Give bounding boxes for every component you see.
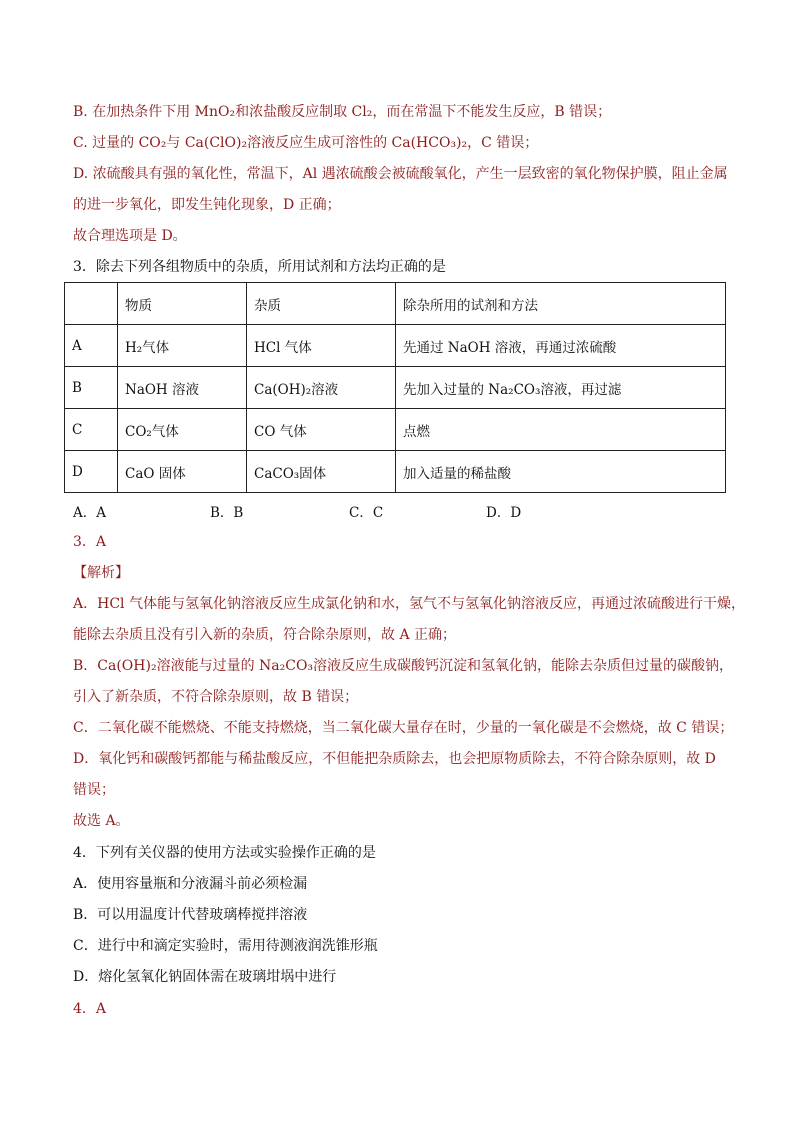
table-cell: 先加入过量的 Na₂CO₃溶液，再过滤 — [396, 367, 726, 409]
table-cell: CaCO₃固体 — [247, 451, 396, 493]
analysis-heading: 【解析】 — [73, 565, 129, 581]
table-row — [65, 367, 726, 409]
table-row — [65, 325, 726, 367]
analysis-line: 错误； — [73, 782, 115, 798]
table-cell: CO 气体 — [247, 409, 396, 451]
analysis-line: 能除去杂质且没有引入新的杂质，符合除杂原则，故 A 正确； — [73, 627, 457, 643]
table-cell: NaOH 溶液 — [118, 367, 247, 409]
explanation-line-d2: 的进一步氧化，即发生钝化现象，D 正确； — [73, 197, 341, 213]
explanation-conclusion: 故合理选项是 D。 — [73, 228, 187, 244]
table-row — [65, 451, 726, 493]
question-3-table — [64, 282, 726, 493]
table-cell: 点燃 — [396, 409, 726, 451]
table-cell: Ca(OH)₂溶液 — [247, 367, 396, 409]
table-cell: 先通过 NaOH 溶液，再通过浓硫酸 — [396, 325, 726, 367]
table-header-cell — [65, 283, 118, 325]
table-header-cell: 杂质 — [247, 283, 396, 325]
question-3-answer: 3．A — [73, 534, 107, 550]
question-4-stem: 4．下列有关仪器的使用方法或实验操作正确的是 — [73, 845, 376, 861]
table-header-row — [65, 283, 726, 325]
explanation-line-c: C. 过量的 CO₂与 Ca(ClO)₂溶液反应生成可溶性的 Ca(HCO₃)₂，C 错误； — [73, 135, 539, 151]
table-header-cell: 物质 — [118, 283, 247, 325]
question-3-option-b: B．B — [210, 505, 244, 521]
analysis-line: C．二氧化碳不能燃烧、不能支持燃烧，当二氧化碳大量存在时，少量的一氧化碳是不会燃烧，故 C 错误； — [73, 720, 734, 736]
table-cell: CO₂气体 — [118, 409, 247, 451]
table-cell: H₂气体 — [118, 325, 247, 367]
table-row — [65, 409, 726, 451]
question-3-option-c: C．C — [349, 505, 384, 521]
question-4-answer: 4．A — [73, 1001, 107, 1017]
question-4-option-c: C．进行中和滴定实验时，需用待测液润洗锥形瓶 — [73, 938, 378, 954]
question-3-stem: 3．除去下列各组物质中的杂质，所用试剂和方法均正确的是 — [73, 259, 446, 275]
analysis-line: A．HCl 气体能与氢氧化钠溶液反应生成氯化钠和水，氢气不与氢氧化钠溶液反应，再通过浓硫酸进行干燥， — [73, 596, 745, 612]
question-3-option-d: D．D — [486, 505, 522, 521]
question-4-option-a: A．使用容量瓶和分液漏斗前必须检漏 — [73, 876, 308, 892]
analysis-line: D．氧化钙和碳酸钙都能与稀盐酸反应，不但能把杂质除去，也会把原物质除去，不符合除杂原则，故 D — [73, 751, 716, 767]
analysis-line: 引入了新杂质，不符合除杂原则，故 B 错误； — [73, 689, 359, 705]
table-cell: 加入适量的稀盐酸 — [396, 451, 726, 493]
explanation-line-d1: D. 浓硫酸具有强的氧化性，常温下，Al 遇浓硫酸会被硫酸氧化，产生一层致密的氧化物保护膜，阻止金属 — [73, 166, 728, 182]
table-cell: CaO 固体 — [118, 451, 247, 493]
question-3-option-a: A．A — [73, 505, 106, 521]
question-4-option-b: B．可以用温度计代替玻璃棒搅拌溶液 — [73, 907, 308, 923]
table-cell: D — [65, 451, 118, 493]
table-cell: HCl 气体 — [247, 325, 396, 367]
table-cell: C — [65, 409, 118, 451]
table-cell: B — [65, 367, 118, 409]
analysis-conclusion: 故选 A。 — [73, 813, 130, 829]
analysis-line: B．Ca(OH)₂溶液能与过量的 Na₂CO₃溶液反应生成碳酸钙沉淀和氢氧化钠，能除去杂质但过量的碳酸钠， — [73, 658, 734, 674]
explanation-line-b: B. 在加热条件下用 MnO₂和浓盐酸反应制取 Cl₂，而在常温下不能发生反应，B 错误； — [73, 104, 612, 120]
table-header-cell: 除杂所用的试剂和方法 — [396, 283, 726, 325]
question-4-option-d: D．熔化氢氧化钠固体需在玻璃坩埚中进行 — [73, 969, 337, 985]
table-cell: A — [65, 325, 118, 367]
